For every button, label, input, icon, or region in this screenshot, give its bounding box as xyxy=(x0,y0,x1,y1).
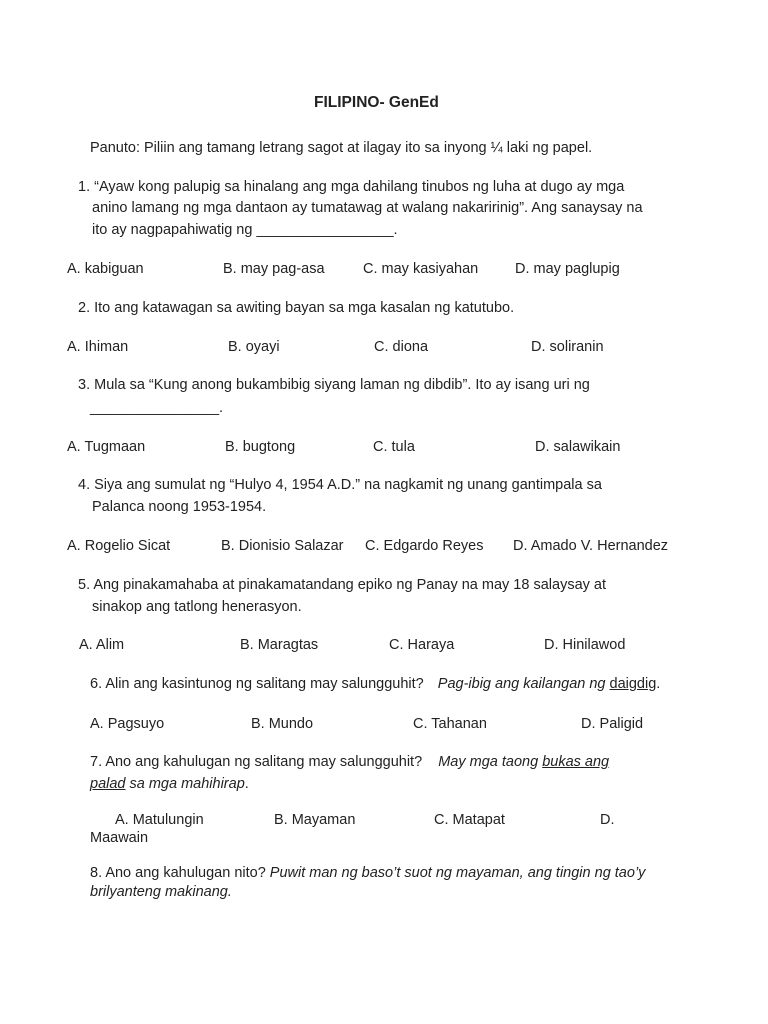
page-title: FILIPINO- GenEd xyxy=(314,94,439,111)
q1-choice-d: D. may paglupig xyxy=(515,261,620,277)
q7-italic-text-end: sa mga mahihirap xyxy=(129,776,245,792)
q7-italic-text: May mga taong xyxy=(438,754,539,770)
q1-choice-c: C. may kasiyahan xyxy=(363,261,479,277)
q8-italic-text: Puwit man ng baso’t suot ng mayaman, ang tingin ng tao’y xyxy=(269,865,646,881)
q2-choice-d: D. soliranin xyxy=(531,339,604,355)
q4-choice-a: A. Rogelio Sicat xyxy=(67,538,171,554)
q7-question-line1 xyxy=(90,751,609,773)
q2-choice-a: A. Ihiman xyxy=(67,339,129,355)
q6-italic-text: Pag-ibig ang kailangan ng xyxy=(437,676,606,692)
q8-prompt: 8. Ano ang kahulugan nito? xyxy=(90,865,266,881)
q1-choice-a: A. kabiguan xyxy=(67,261,144,277)
q7-period: . xyxy=(244,776,249,792)
q5-line1: 5. Ang pinakamahaba at pinakamatandang epiko ng Panay na may 18 salaysay at xyxy=(78,577,607,593)
q3-choice-d: D. salawikain xyxy=(535,439,621,455)
q6-choice-b: B. Mundo xyxy=(251,716,314,732)
q6-choice-d: D. Paligid xyxy=(581,716,644,732)
q3-line1: 3. Mula sa “Kung anong bukambibig siyang laman ng dibdib”. Ito ay isang uri ng xyxy=(78,377,590,393)
q5-line2: sinakop ang tatlong henerasyon. xyxy=(92,599,302,615)
q5-choice-c: C. Haraya xyxy=(389,637,455,653)
q7-choice-b: B. Mayaman xyxy=(274,812,356,828)
q1-line3: ito ay nagpapahiwatig ng _________________. xyxy=(92,222,398,238)
q6-period: . xyxy=(656,676,661,692)
q6-question xyxy=(90,673,660,695)
q1-choice-b: B. may pag-asa xyxy=(223,261,325,277)
q6-choice-c: C. Tahanan xyxy=(413,716,487,732)
q8-question-line2: brilyanteng makinang. xyxy=(90,884,232,900)
q4-choice-d: D. Amado V. Hernandez xyxy=(513,538,669,554)
q3-choice-b: B. bugtong xyxy=(225,439,296,455)
q7-choice-d-text: Maawain xyxy=(90,830,149,846)
q1-line2: anino lamang ng mga dantaon ay tumatawag at walang nakaririnig”. Ang sanaysay na xyxy=(92,200,643,216)
q2-choice-c: C. diona xyxy=(374,339,429,355)
q7-prompt: 7. Ano ang kahulugan ng salitang may salungguhit? xyxy=(90,754,423,770)
q5-choice-d: D. Hinilawod xyxy=(544,637,626,653)
q4-choice-b: B. Dionisio Salazar xyxy=(221,538,344,554)
q6-choice-a: A. Pagsuyo xyxy=(90,716,165,732)
q7-choice-a: A. Matulungin xyxy=(115,812,204,828)
q4-line1: 4. Siya ang sumulat ng “Hulyo 4, 1954 A.D.” na nagkamit ng unang gantimpala sa xyxy=(78,477,602,493)
q4-line2: Palanca noong 1953-1954. xyxy=(92,499,267,515)
instructions: Panuto: Piliin ang tamang letrang sagot at ilagay ito sa inyong ¼ laki ng papel. xyxy=(90,140,593,156)
q5-choice-b: B. Maragtas xyxy=(240,637,319,653)
q7-choice-c: C. Matapat xyxy=(434,812,505,828)
q7-question-line2 xyxy=(90,773,249,795)
q3-choice-c: C. tula xyxy=(373,439,415,455)
q4-choice-c: C. Edgardo Reyes xyxy=(365,538,484,554)
q6-prompt: 6. Alin ang kasintunog ng salitang may salungguhit? xyxy=(90,676,424,692)
q7-underlined-phrase-b: palad xyxy=(90,776,126,792)
q1-line1: 1. “Ayaw kong palupig sa hinalang ang mga dahilang tinubos ng luha at dugo ay mga xyxy=(78,179,625,195)
q6-underlined-word: daigdig xyxy=(609,676,657,692)
q3-choice-a: A. Tugmaan xyxy=(67,439,146,455)
q5-choice-a: A. Alim xyxy=(79,637,125,653)
q2-line1: 2. Ito ang katawagan sa awiting bayan sa mga kasalan ng katutubo. xyxy=(78,300,515,316)
q2-choice-b: B. oyayi xyxy=(228,339,280,355)
q3-line2: ________________. xyxy=(90,400,224,416)
q7-choice-d: D. xyxy=(600,812,615,828)
q7-underlined-phrase-a: bukas ang xyxy=(542,754,610,770)
